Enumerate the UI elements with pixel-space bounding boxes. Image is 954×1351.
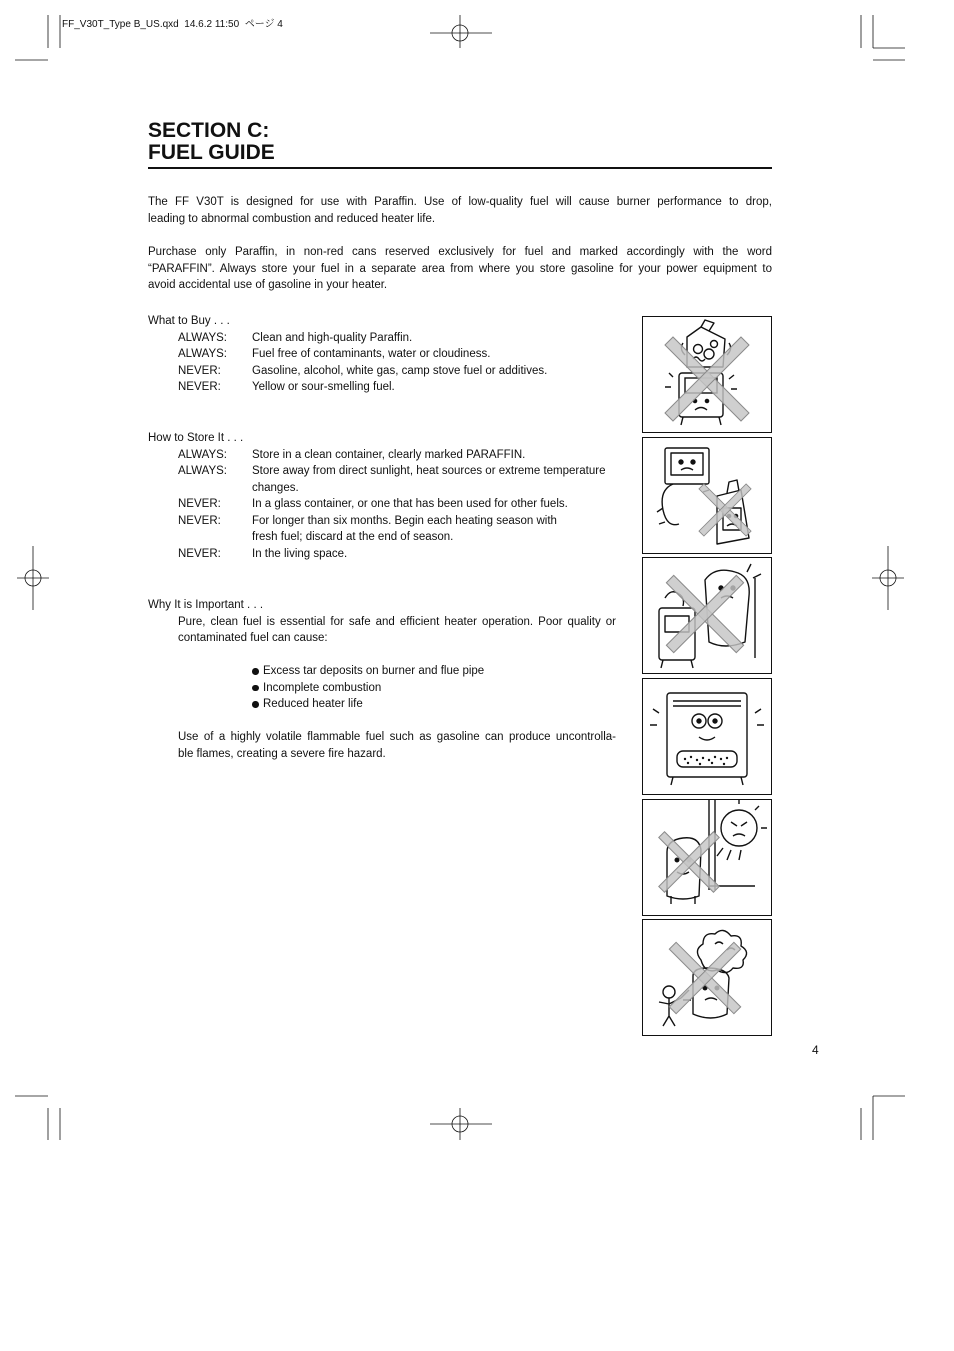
- list-item: [148, 496, 628, 513]
- how-to-store-section: [148, 430, 628, 562]
- registration-mark-top: [430, 15, 492, 48]
- item-text: Gasoline, alcohol, white gas, camp stove fuel or additives.: [252, 364, 548, 377]
- bullet-item: [148, 696, 628, 713]
- list-item: [148, 379, 628, 396]
- heater-drawing: [650, 693, 764, 785]
- illustration-living-space: [642, 919, 772, 1036]
- item-text: changes.: [252, 481, 299, 494]
- paragraph-line: The FF V30T is designed for use with Paraffin. Use of low-quality fuel will cause burner performance to drop,: [148, 196, 772, 208]
- bullet-list: [148, 663, 628, 713]
- bullet-text: Incomplete combustion: [263, 681, 382, 694]
- bullet-icon: [252, 685, 259, 692]
- item-text: For longer than six months. Begin each heating season with: [252, 514, 557, 527]
- sun-drawing: [717, 800, 767, 860]
- intro-paragraph-1: [148, 194, 772, 227]
- section-heading: What to Buy . . .: [148, 315, 230, 327]
- paragraph-line: Purchase only Paraffin, in non-red cans reserved exclusively for fuel and marked accordingly with the word: [148, 246, 772, 258]
- registration-mark-right: [872, 546, 904, 610]
- item-text: Clean and high-quality Paraffin.: [252, 331, 413, 344]
- section-title-line-1: SECTION C:: [148, 119, 270, 142]
- paragraph-line: Pure, clean fuel is essential for safe and efficient heater operation. Poor quality or: [178, 615, 616, 628]
- illustration-glass-container: [642, 437, 772, 554]
- illustration-clean-heater: [642, 678, 772, 795]
- bullet-item: [148, 680, 628, 697]
- item-label: NEVER:: [178, 547, 221, 560]
- intro-paragraph-2: [148, 244, 772, 294]
- bullet-item: [148, 663, 628, 680]
- item-label: ALWAYS:: [178, 465, 227, 477]
- crop-mark-bottom-right: [861, 1096, 905, 1140]
- illustration-direct-sunlight: [642, 799, 772, 916]
- list-item: [148, 346, 628, 363]
- closing-paragraph: [178, 729, 616, 762]
- list-item: [148, 447, 628, 464]
- section-heading: Why It is Important . . .: [148, 599, 264, 611]
- item-text: Fuel free of contaminants, water or cloudiness.: [252, 348, 491, 360]
- section-title: [148, 120, 275, 164]
- item-text: Store in a clean container, clearly marked PARAFFIN.: [252, 448, 526, 461]
- why-important-section: [148, 597, 628, 762]
- item-label: ALWAYS:: [178, 331, 227, 344]
- illustration-contaminated-fuel: [642, 316, 772, 433]
- flame-dots-drawing: [684, 756, 728, 765]
- item-text: In the living space.: [252, 547, 348, 560]
- what-to-buy-section: [148, 313, 628, 396]
- item-label: ALWAYS:: [178, 348, 227, 360]
- item-text: Yellow or sour-smelling fuel.: [252, 381, 395, 393]
- paragraph-line: “PARAFFIN”. Always store your fuel in a separate area from where you store gasoline for your power equipment to: [148, 262, 772, 275]
- prohibited-cross-icon: [669, 942, 740, 1013]
- item-text: fresh fuel; discard at the end of season.: [252, 531, 454, 543]
- registration-mark-left: [17, 546, 49, 610]
- list-item: [148, 330, 628, 347]
- item-label: NEVER:: [178, 381, 221, 393]
- registration-mark-bottom: [430, 1108, 492, 1140]
- why-paragraph: [178, 614, 616, 647]
- bullet-text: Reduced heater life: [263, 698, 363, 710]
- paragraph-line: avoid accidental use of gasoline in your heater.: [148, 279, 388, 291]
- list-item: [148, 363, 628, 380]
- section-heading: How to Store It . . .: [148, 432, 244, 444]
- prohibited-cross-icon: [659, 832, 719, 892]
- paragraph-line: Use of a highly volatile flammable fuel such as gasoline can produce uncontrolla-: [178, 731, 616, 743]
- section-title-line-2: FUEL GUIDE: [148, 141, 275, 164]
- bullet-text: Excess tar deposits on burner and flue pipe: [263, 665, 485, 677]
- paragraph-line: leading to abnormal combustion and reduced heater life.: [148, 212, 436, 225]
- bullet-icon: [252, 668, 259, 675]
- paragraph-line: ble flames, creating a severe fire hazard.: [178, 747, 386, 760]
- item-label: ALWAYS:: [178, 448, 227, 461]
- item-label: NEVER:: [178, 514, 221, 527]
- title-rule: [148, 167, 772, 169]
- item-label: NEVER:: [178, 498, 221, 510]
- list-item: [148, 546, 628, 563]
- crop-mark-top-left: [15, 15, 60, 60]
- crop-mark-top-right: [861, 15, 905, 60]
- paragraph-line: contaminated fuel can cause:: [178, 632, 328, 644]
- crop-mark-bottom-left: [15, 1096, 60, 1140]
- prohibited-cross-icon: [699, 484, 751, 536]
- file-slug: FF_V30T_Type B_US.qxd 14.6.2 11:50 ページ 4: [62, 19, 283, 30]
- item-text: Store away from direct sunlight, heat sources or extreme temperature: [252, 465, 606, 477]
- bullet-icon: [252, 701, 259, 708]
- list-item: [148, 513, 628, 546]
- item-text: In a glass container, or one that has been used for other fuels.: [252, 498, 568, 510]
- illustration-old-fuel: [642, 557, 772, 674]
- item-label: NEVER:: [178, 364, 221, 377]
- page-number: 4: [812, 1043, 819, 1057]
- list-item: [148, 463, 628, 496]
